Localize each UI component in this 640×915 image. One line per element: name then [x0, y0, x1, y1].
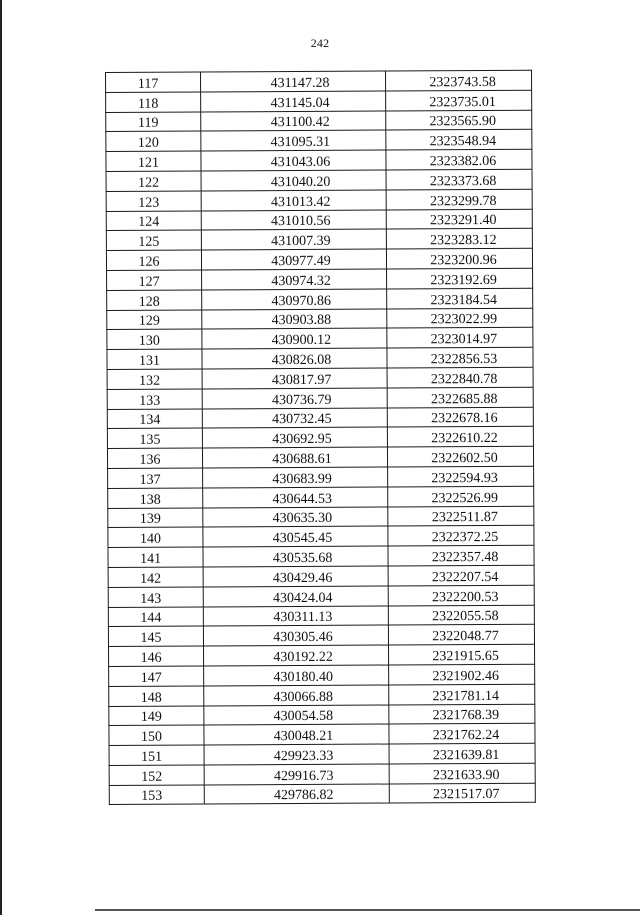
- point-id-cell: 121: [106, 151, 201, 171]
- table-row: [106, 149, 532, 171]
- table-row: [107, 328, 533, 350]
- table-row: [109, 684, 535, 706]
- table-row: [109, 704, 535, 726]
- y-coordinate-cell: 2321762.24: [389, 724, 535, 745]
- point-id-cell: 130: [107, 329, 202, 349]
- page-number: 242: [310, 36, 330, 50]
- point-id-cell: 127: [107, 270, 202, 290]
- x-coordinate-cell: 429786.82: [204, 784, 389, 805]
- scan-edge-line: [0, 0, 2, 915]
- table-row: [106, 169, 532, 191]
- table-row: [109, 724, 535, 746]
- x-coordinate-cell: 430545.45: [203, 526, 388, 547]
- point-id-cell: 140: [108, 527, 203, 547]
- table-row: [106, 130, 532, 152]
- point-id-cell: 149: [109, 705, 204, 725]
- y-coordinate-cell: 2322856.53: [387, 347, 533, 368]
- point-id-cell: 122: [106, 171, 201, 191]
- x-coordinate-cell: 431010.56: [201, 210, 386, 231]
- y-coordinate-cell: 2322526.99: [388, 486, 534, 507]
- point-id-cell: 118: [106, 92, 201, 112]
- y-coordinate-cell: 2323743.58: [385, 70, 531, 91]
- x-coordinate-cell: 429923.33: [204, 744, 389, 765]
- table-row: [107, 387, 533, 409]
- y-coordinate-cell: 2322511.87: [388, 506, 534, 527]
- point-id-cell: 125: [106, 230, 201, 250]
- y-coordinate-cell: 2322372.25: [388, 526, 534, 547]
- x-coordinate-cell: 431040.20: [201, 170, 386, 191]
- point-id-cell: 133: [107, 389, 202, 409]
- point-id-cell: 126: [106, 250, 201, 270]
- x-coordinate-cell: 430974.32: [202, 269, 387, 290]
- table-row: [106, 110, 532, 132]
- table-row: [108, 506, 534, 528]
- y-coordinate-cell: 2323192.69: [387, 268, 533, 289]
- x-coordinate-cell: 430054.58: [204, 705, 389, 726]
- x-coordinate-cell: 430692.95: [202, 427, 387, 448]
- point-id-cell: 135: [107, 428, 202, 448]
- x-coordinate-cell: 430683.99: [203, 467, 388, 488]
- point-id-cell: 144: [108, 607, 203, 627]
- point-id-cell: 131: [107, 349, 202, 369]
- y-coordinate-cell: 2323022.99: [387, 308, 533, 329]
- point-id-cell: 134: [107, 409, 202, 429]
- x-coordinate-cell: 431145.04: [201, 91, 386, 112]
- point-id-cell: 137: [108, 468, 203, 488]
- table-row: [106, 189, 532, 211]
- x-coordinate-cell: 430977.49: [201, 249, 386, 270]
- point-id-cell: 146: [109, 646, 204, 666]
- table-row: [106, 90, 532, 112]
- table-row: [108, 466, 534, 488]
- table-row: [108, 545, 534, 567]
- x-coordinate-cell: 430048.21: [204, 724, 389, 745]
- point-id-cell: 136: [107, 448, 202, 468]
- point-id-cell: 128: [107, 290, 202, 310]
- table-row: [107, 407, 533, 429]
- x-coordinate-cell: 431013.42: [201, 190, 386, 211]
- table-row: [108, 585, 534, 607]
- y-coordinate-cell: 2322840.78: [387, 367, 533, 388]
- x-coordinate-cell: 431100.42: [201, 111, 386, 132]
- x-coordinate-cell: 430732.45: [202, 408, 387, 429]
- table-row: [107, 347, 533, 369]
- y-coordinate-cell: 2322048.77: [388, 625, 534, 646]
- point-id-cell: 148: [109, 686, 204, 706]
- y-coordinate-cell: 2322602.50: [387, 446, 533, 467]
- coordinate-table: [105, 70, 536, 806]
- table-row: [106, 209, 532, 231]
- y-coordinate-cell: 2322357.48: [388, 545, 534, 566]
- point-id-cell: 147: [109, 666, 204, 686]
- coordinate-table-body: [106, 70, 536, 805]
- y-coordinate-cell: 2321915.65: [389, 644, 535, 665]
- table-row: [106, 70, 532, 92]
- x-coordinate-cell: 430305.46: [203, 625, 388, 646]
- x-coordinate-cell: 430900.12: [202, 328, 387, 349]
- point-id-cell: 120: [106, 131, 201, 151]
- x-coordinate-cell: 430180.40: [204, 665, 389, 686]
- x-coordinate-cell: 430826.08: [202, 348, 387, 369]
- point-id-cell: 138: [108, 488, 203, 508]
- table-row: [108, 486, 534, 508]
- point-id-cell: 141: [108, 547, 203, 567]
- point-id-cell: 153: [109, 785, 204, 805]
- table-row: [107, 288, 533, 310]
- table-row: [109, 664, 535, 686]
- x-coordinate-cell: 430311.13: [203, 606, 388, 627]
- table-row: [107, 308, 533, 330]
- x-coordinate-cell: 430066.88: [204, 685, 389, 706]
- x-coordinate-cell: 430535.68: [203, 546, 388, 567]
- table-row: [108, 565, 534, 587]
- y-coordinate-cell: 2322594.93: [388, 466, 534, 487]
- y-coordinate-cell: 2322685.88: [387, 387, 533, 408]
- y-coordinate-cell: 2322055.58: [388, 605, 534, 626]
- x-coordinate-cell: 431043.06: [201, 150, 386, 171]
- y-coordinate-cell: 2322678.16: [387, 407, 533, 428]
- x-coordinate-cell: 430817.97: [202, 368, 387, 389]
- point-id-cell: 129: [107, 310, 202, 330]
- x-coordinate-cell: 430970.86: [202, 289, 387, 310]
- x-coordinate-cell: 431007.39: [201, 229, 386, 250]
- y-coordinate-cell: 2323548.94: [386, 130, 532, 151]
- y-coordinate-cell: 2323283.12: [386, 229, 532, 250]
- point-id-cell: 152: [109, 765, 204, 785]
- point-id-cell: 151: [109, 745, 204, 765]
- point-id-cell: 139: [108, 508, 203, 528]
- point-id-cell: 119: [106, 112, 201, 132]
- y-coordinate-cell: 2321639.81: [389, 743, 535, 764]
- table-row: [108, 526, 534, 548]
- y-coordinate-cell: 2321517.07: [389, 783, 535, 804]
- y-coordinate-cell: 2323200.96: [386, 248, 532, 269]
- y-coordinate-cell: 2322610.22: [387, 427, 533, 448]
- y-coordinate-cell: 2323291.40: [386, 209, 532, 230]
- x-coordinate-cell: 431147.28: [201, 71, 386, 92]
- table-row: [109, 644, 535, 666]
- y-coordinate-cell: 2321902.46: [389, 664, 535, 685]
- table-row: [108, 625, 534, 647]
- y-coordinate-cell: 2323373.68: [386, 169, 532, 190]
- x-coordinate-cell: 430424.04: [203, 586, 388, 607]
- y-coordinate-cell: 2323299.78: [386, 189, 532, 210]
- table-row: [107, 446, 533, 468]
- y-coordinate-cell: 2321781.14: [389, 684, 535, 705]
- y-coordinate-cell: 2322200.53: [388, 585, 534, 606]
- point-id-cell: 143: [108, 587, 203, 607]
- point-id-cell: 124: [106, 211, 201, 231]
- table-row: [109, 743, 535, 765]
- x-coordinate-cell: 431095.31: [201, 130, 386, 151]
- x-coordinate-cell: 430429.46: [203, 566, 388, 587]
- table-row: [109, 763, 535, 785]
- x-coordinate-cell: 430192.22: [204, 645, 389, 666]
- table-row: [108, 605, 534, 627]
- y-coordinate-cell: 2321768.39: [389, 704, 535, 725]
- point-id-cell: 123: [106, 191, 201, 211]
- x-coordinate-cell: 430903.88: [202, 309, 387, 330]
- table-row: [106, 248, 532, 270]
- x-coordinate-cell: 429916.73: [204, 764, 389, 785]
- point-id-cell: 150: [109, 725, 204, 745]
- table-row: [107, 427, 533, 449]
- point-id-cell: 145: [108, 626, 203, 646]
- y-coordinate-cell: 2323382.06: [386, 149, 532, 170]
- table-row: [107, 268, 533, 290]
- y-coordinate-cell: 2323184.54: [387, 288, 533, 309]
- y-coordinate-cell: 2323014.97: [387, 328, 533, 349]
- table-row: [109, 783, 535, 805]
- point-id-cell: 142: [108, 567, 203, 587]
- point-id-cell: 132: [107, 369, 202, 389]
- table-row: [106, 229, 532, 251]
- x-coordinate-cell: 430688.61: [202, 447, 387, 468]
- y-coordinate-cell: 2321633.90: [389, 763, 535, 784]
- y-coordinate-cell: 2322207.54: [388, 565, 534, 586]
- x-coordinate-cell: 430736.79: [202, 388, 387, 409]
- bottom-rule: [95, 909, 640, 911]
- y-coordinate-cell: 2323735.01: [386, 90, 532, 111]
- x-coordinate-cell: 430644.53: [203, 487, 388, 508]
- x-coordinate-cell: 430635.30: [203, 507, 388, 528]
- point-id-cell: 117: [106, 72, 201, 92]
- y-coordinate-cell: 2323565.90: [386, 110, 532, 131]
- table-row: [107, 367, 533, 389]
